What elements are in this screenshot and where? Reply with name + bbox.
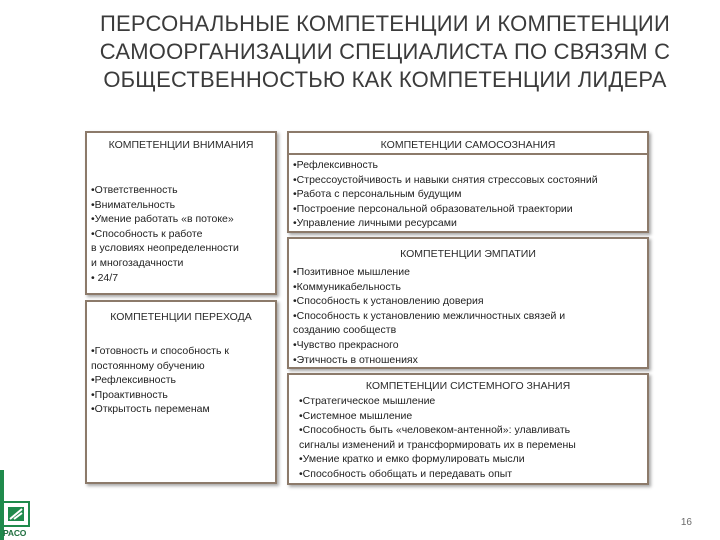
list-item: • 24/7 — [91, 271, 119, 284]
systems-knowledge-list — [299, 394, 576, 482]
list-item: •Готовность и способность к — [91, 345, 229, 357]
list-item: •Умение кратко и емко формулировать мысли — [299, 453, 525, 466]
self-awareness-heading: КОМПЕТЕНЦИИ САМОСОЗНАНИЯ — [380, 139, 556, 151]
systems-knowledge-heading: КОМПЕТЕНЦИИ СИСТЕМНОГО ЗНАНИЯ — [365, 380, 571, 392]
list-item: созданию сообществ — [293, 324, 397, 337]
list-item: •Стратегическое мышление — [299, 395, 436, 407]
empathy-heading: КОМПЕТЕНЦИИ ЭМПАТИИ — [400, 248, 536, 260]
list-item: •Способность к установлению доверия — [293, 295, 484, 308]
title-line-1: ПЕРСОНАЛЬНЫЕ КОМПЕТЕНЦИИ И КОМПЕТЕНЦИИ — [100, 11, 670, 36]
empathy-list — [293, 265, 565, 367]
list-item: •Чувство прекрасного — [293, 338, 399, 351]
divider — [289, 153, 647, 155]
transition-list — [91, 344, 229, 417]
list-item: •Стрессоустойчивость и навыки снятия стрессовых состояний — [293, 173, 598, 186]
title-line-3: ОБЩЕСТВЕННОСТЬЮ КАК КОМПЕТЕНЦИИ ЛИДЕРА — [103, 67, 667, 92]
transition-heading: КОМПЕТЕНЦИИ ПЕРЕХОДА — [110, 311, 252, 323]
page-number: 16 — [680, 517, 692, 528]
list-item: •Позитивное мышление — [293, 266, 410, 278]
list-item: •Этичность в отношениях — [293, 353, 418, 366]
raso-logo — [0, 500, 34, 540]
list-item: •Управление личными ресурсами — [293, 217, 457, 230]
list-item: •Способность быть «человеком-антенной»: улавливать — [299, 424, 571, 437]
list-item: •Построение персональной образовательной траектории — [293, 202, 573, 215]
attention-heading: КОМПЕТЕНЦИИ ВНИМАНИЯ — [108, 139, 254, 151]
page-title — [60, 10, 710, 94]
logo-icon — [0, 500, 34, 530]
list-item: •Коммуникабельность — [293, 280, 401, 293]
list-item: •Открытость переменам — [91, 403, 210, 416]
list-item: •Проактивность — [91, 388, 168, 401]
list-item: •Способность обобщать и передавать опыт — [299, 467, 513, 480]
attention-competencies-box — [85, 131, 277, 295]
attention-list — [91, 183, 239, 285]
logo-text: РАСО — [3, 528, 27, 538]
list-item: •Ответственность — [91, 184, 178, 196]
systems-knowledge-competencies-box — [287, 373, 649, 485]
list-item: •Рефлексивность — [293, 159, 379, 171]
self-awareness-competencies-box — [287, 131, 649, 233]
list-item: •Способность к установлению межличностных связей и — [293, 309, 566, 322]
list-item: •Работа с персональным будущим — [293, 188, 462, 201]
list-item: •Рефлексивность — [91, 374, 177, 387]
list-item: сигналы изменений и трансформировать их в перемены — [299, 438, 576, 451]
list-item: •Внимательность — [91, 198, 176, 211]
transition-competencies-box — [85, 300, 277, 484]
self-awareness-list — [293, 158, 598, 231]
list-item: и многозадачности — [91, 256, 184, 269]
empathy-competencies-box — [287, 237, 649, 369]
list-item: в условиях неопределенности — [91, 242, 239, 255]
list-item: •Системное мышление — [299, 409, 413, 422]
list-item: постоянному обучению — [91, 359, 205, 372]
list-item: •Умение работать «в потоке» — [91, 213, 234, 226]
list-item: •Способность к работе — [91, 227, 203, 240]
title-line-2: САМООРГАНИЗАЦИИ СПЕЦИАЛИСТА ПО СВЯЗЯМ С — [99, 39, 671, 64]
